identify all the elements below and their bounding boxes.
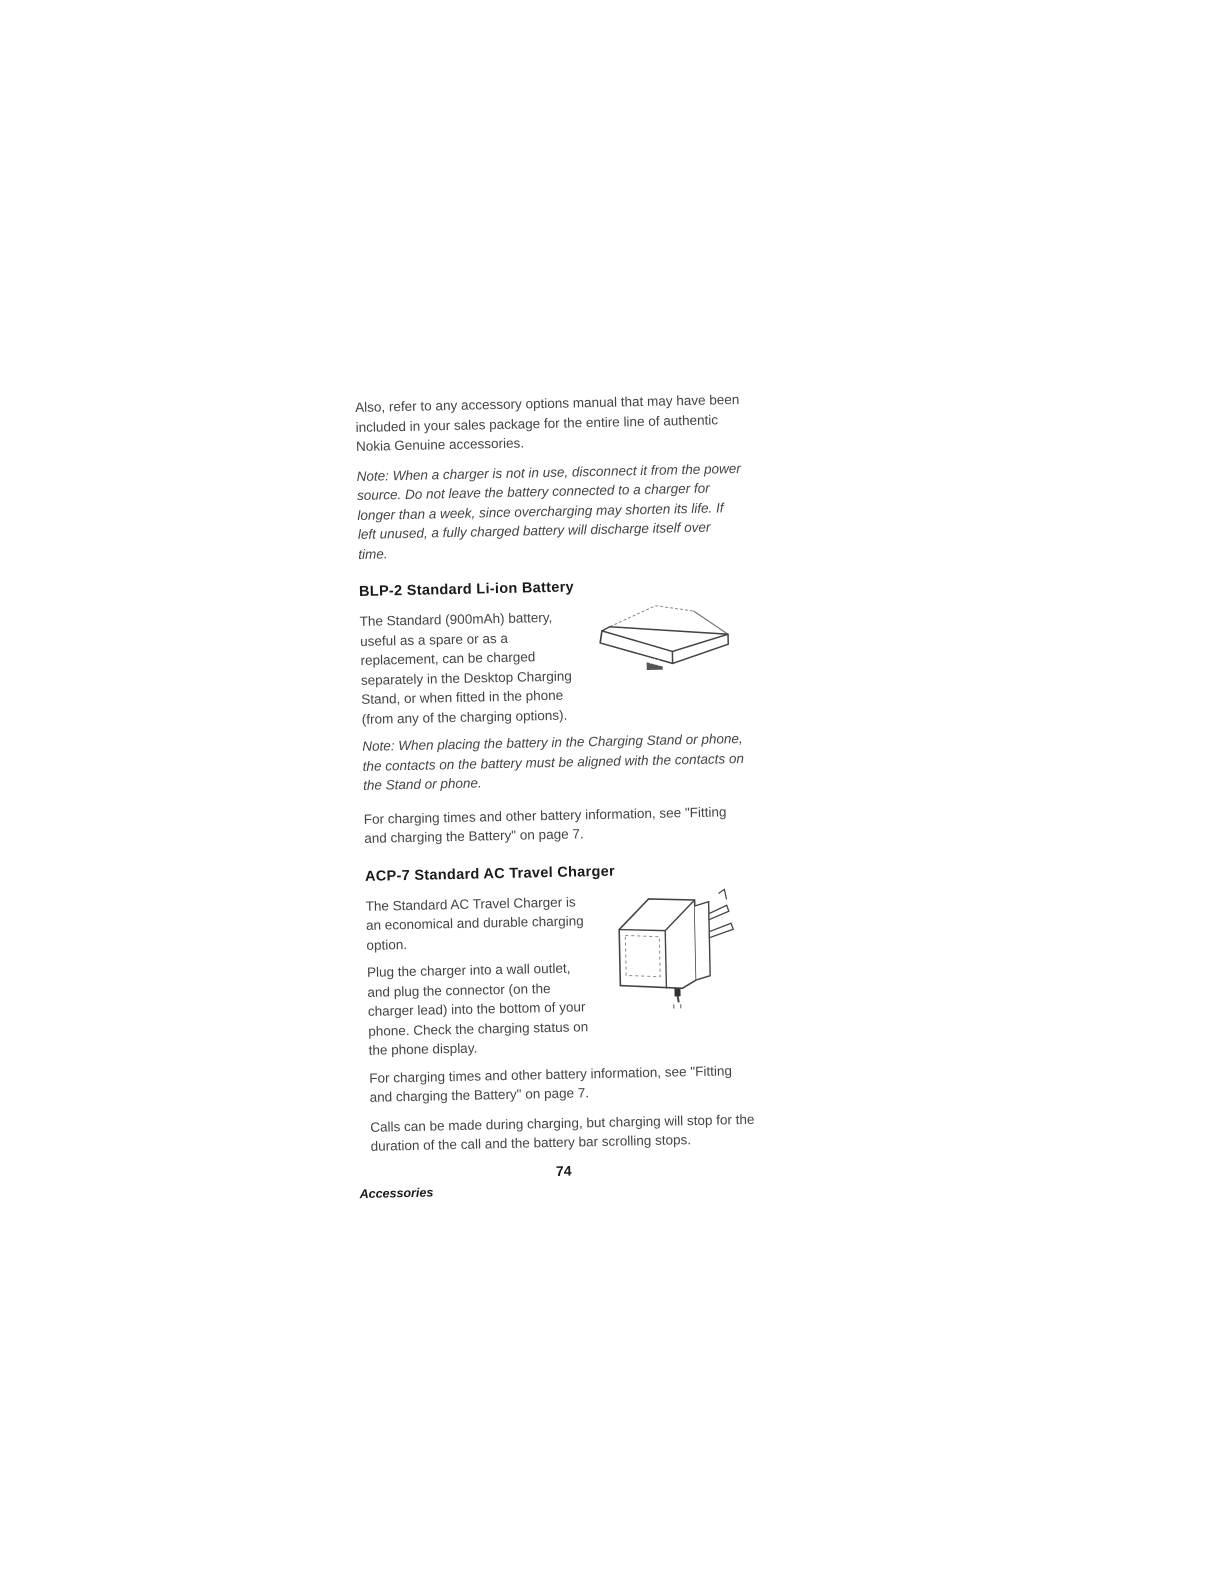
charger-description: The Standard AC Travel Charger is an economical and durable charging option. — [365, 893, 584, 953]
charger-instructions: Plug the charger into a wall outlet, and plug the connector (on the charger lead) into the bottom of your phone. Check the charging status on the phone display. — [366, 960, 589, 1058]
charger-illustration — [608, 883, 741, 1012]
battery-heading: BLP-2 Standard Li-ion Battery — [358, 579, 575, 600]
charger-section — [365, 888, 753, 1060]
battery-note: Note: When placing the battery in the Charging Stand or phone, the contacts on the battery must be aligned with the contacts on the Stand or phone. — [362, 730, 745, 793]
intro-note: Note: When a charger is not in use, disconnect it from the power source. Do not leave the battery connected to a charger for longer than a week, since overcharging may shorten its life. If left unused, a fully charged battery will discharge itself over time. — [356, 460, 741, 562]
manual-page — [355, 390, 757, 1200]
intro-paragraph: Also, refer to any accessory options manual that may have been included in your sales package for the entire line of authentic Nokia Genuine accessories. — [355, 391, 740, 454]
page-number: 74 — [555, 1162, 572, 1179]
battery-section — [359, 604, 746, 729]
battery-info: For charging times and other battery information, see "Fitting and charging the Battery" on page 7. — [363, 803, 727, 846]
battery-illustration — [595, 600, 734, 671]
footer-section-name: Accessories — [359, 1185, 434, 1201]
charger-heading: ACP-7 Standard AC Travel Charger — [364, 863, 616, 885]
battery-description: The Standard (900mAh) battery, useful as a spare or as a replacement, can be charged separately in the Desktop Charging Stand, or when fitted in the phone (from any of the charging options). — [359, 609, 572, 727]
calls-note: Calls can be made during charging, but charging will stop for the duration of the call and the battery bar scrolling stops. — [370, 1111, 755, 1154]
charger-info: For charging times and other battery information, see "Fitting and charging the Battery" on page 7. — [369, 1062, 733, 1105]
